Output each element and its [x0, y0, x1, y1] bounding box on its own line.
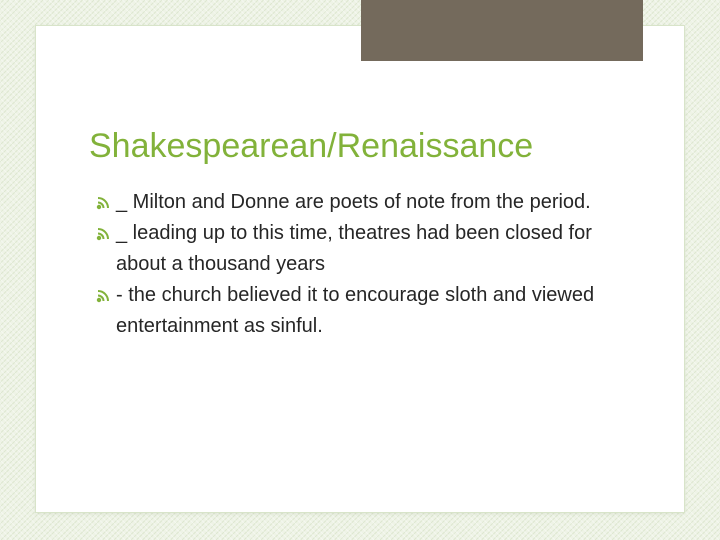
bullet-text: - the church believed it to encourage sloth and viewed entertainment as sinful. [116, 284, 595, 337]
bullet-list [92, 187, 632, 342]
signal-arc-icon [96, 287, 113, 303]
signal-arc-icon [96, 194, 113, 210]
title-tab-decoration [361, 0, 643, 61]
bullet-text: _ leading up to this time, theatres had been closed for about a thousand years [116, 222, 592, 275]
bullet-item [92, 187, 632, 218]
signal-arc-icon [96, 225, 113, 241]
bullet-text: _ Milton and Donne are poets of note from the period. [116, 191, 591, 213]
slide-title: Shakespearean/Renaissance [89, 127, 534, 165]
bullet-item [92, 218, 632, 280]
bullet-item [92, 280, 632, 342]
